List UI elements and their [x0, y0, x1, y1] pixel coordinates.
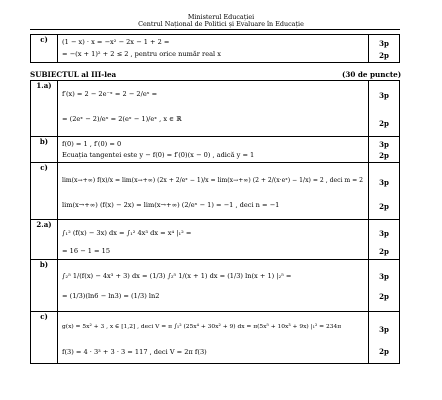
section-title: SUBIECTUL al III-lea	[30, 70, 117, 79]
item-label: b)	[31, 260, 58, 312]
solution-cell	[58, 163, 369, 220]
solution-cell	[58, 81, 369, 137]
solution-line: ∫₁² (f(x) − 3x) dx = ∫₁² 4x³ dx = x⁴ |₁² =	[62, 229, 192, 237]
points-cell	[369, 312, 400, 364]
item-label: c)	[31, 163, 58, 220]
solution-line: f′(x) = 2 − 2e⁻ˣ = 2 − 2/eˣ =	[62, 90, 158, 98]
points-value: 3p	[379, 140, 389, 149]
solution-line: (1 − x) · x = −x² − 2x − 1 + 2 =	[62, 38, 170, 46]
header-rule	[30, 29, 400, 30]
header-center: Centrul Național de Politici și Evaluare în Educație	[138, 20, 304, 28]
points-cell	[369, 35, 400, 63]
item-label: c)	[31, 312, 58, 364]
solution-line: g(x) = 5x² + 3 , x ∈ [1,2] , deci V = π ∫₁² (25x⁴ + 30x² + 9) dx = π(5x⁵ + 10x³ + 9x) |₁² = 234π	[62, 324, 342, 330]
points-value: 3p	[379, 39, 389, 48]
solution-cell	[58, 312, 369, 364]
item-label: c)	[31, 35, 58, 63]
solution-line: = (2eˣ − 2)/eˣ = 2(eˣ − 1)/eˣ , x ∈ ℝ	[62, 115, 182, 123]
points-cell	[369, 81, 400, 137]
solution-line: lim(x→+∞) f(x)/x = lim(x→+∞) (2x + 2/eˣ − 1)/x = lim(x→+∞) (2 + 2/(x·eˣ) − 1/x) = 2 , deci m = 2	[62, 177, 364, 184]
solution-cell	[58, 137, 369, 163]
solution-cell	[58, 260, 369, 312]
solution-line: f(3) = 4 · 3³ + 3 · 3 = 117 , deci V = 2π f(3)	[62, 348, 207, 356]
points-value: 2p	[379, 202, 389, 211]
table-subject-iii	[30, 80, 400, 364]
points-value: 2p	[379, 292, 389, 301]
table-row	[31, 137, 400, 163]
points-value: 2p	[379, 247, 389, 256]
item-label: 1.a)	[31, 81, 58, 137]
points-value: 3p	[379, 272, 389, 281]
solution-line: lim(x→+∞) (f(x) − 2x) = lim(x→+∞) (2/eˣ − 1) = −1 , deci n = −1	[62, 201, 280, 209]
points-value: 2p	[379, 347, 389, 356]
table-subject-ii-end	[30, 34, 400, 63]
table-row	[31, 163, 400, 220]
points-cell	[369, 220, 400, 260]
points-value: 3p	[379, 91, 389, 100]
points-value: 2p	[379, 51, 389, 60]
solution-line: ∫₂⁵ 1/(f(x) − 4x³ + 3) dx = (1/3) ∫₂⁵ 1/(x + 1) dx = (1/3) ln(x + 1) |₂⁵ =	[62, 272, 292, 280]
solution-cell	[58, 220, 369, 260]
item-label: b)	[31, 137, 58, 163]
solution-line: f(0) = 1 , f′(0) = 0	[62, 140, 122, 148]
solution-line: Ecuația tangentei este y − f(0) = f′(0)(x − 0) , adică y = 1	[62, 151, 255, 159]
item-label: 2.a)	[31, 220, 58, 260]
points-value: 2p	[379, 119, 389, 128]
solution-cell	[58, 35, 369, 63]
table-row	[31, 81, 400, 137]
points-cell	[369, 163, 400, 220]
points-value: 3p	[379, 325, 389, 334]
solution-line: = 16 − 1 = 15	[62, 247, 111, 255]
solution-line: = −(x + 1)² + 2 ≤ 2 , pentru orice număr real x	[62, 50, 221, 58]
header-ministry: Ministerul Educației	[187, 13, 255, 21]
table-row	[31, 220, 400, 260]
table-row	[31, 35, 400, 63]
points-value: 2p	[379, 151, 389, 160]
points-cell	[369, 137, 400, 163]
points-value: 3p	[379, 229, 389, 238]
points-value: 3p	[379, 178, 389, 187]
table-row	[31, 260, 400, 312]
section-points: (30 de puncte)	[342, 70, 402, 79]
points-cell	[369, 260, 400, 312]
solution-line: = (1/3)(ln6 − ln3) = (1/3) ln2	[62, 292, 160, 300]
table-row	[31, 312, 400, 364]
